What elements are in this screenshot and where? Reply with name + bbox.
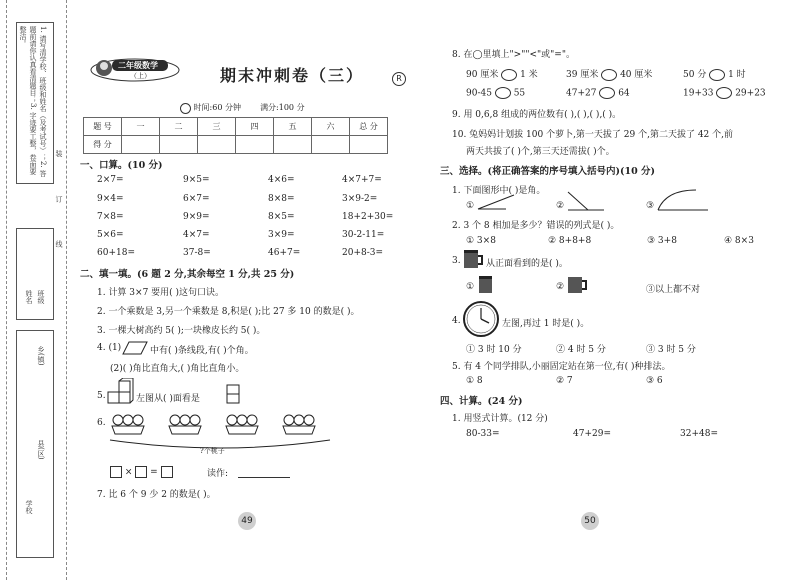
calc-question-1: 1. 用竖式计算。(12 分): [452, 414, 548, 424]
choice-question-4: 左图,再过 1 时是( )。: [502, 319, 590, 329]
page-number-left: 49: [238, 512, 256, 530]
choice-1-option[interactable]: ③: [646, 201, 655, 211]
binding-line-outer: [6, 0, 7, 580]
oral-item: 8×8=: [268, 194, 295, 204]
read-as-blank[interactable]: [238, 477, 290, 478]
fill-question-4b: (2)( )角比直角大,( )角比直角小。: [110, 364, 245, 374]
badge-term-text: （上）: [130, 72, 151, 80]
choice-5-option[interactable]: ② 7: [556, 376, 573, 386]
fill-question-4a-prefix: 4. (1): [97, 343, 122, 353]
calc-item: 47+29=: [573, 429, 611, 439]
peach-caption: ?个桃子: [200, 447, 225, 455]
class-label: 班级: [37, 290, 45, 304]
oral-item: 4×7=: [183, 230, 210, 240]
compare-item: 39 厘米 40 厘米: [566, 70, 653, 80]
score-cell: 二: [160, 118, 198, 136]
compare-item: 19+33 29+23: [683, 88, 766, 99]
choice-4-option[interactable]: ① 3 时 10 分: [466, 345, 522, 355]
full-score: 满分:100 分: [260, 103, 305, 112]
choice-1-option[interactable]: ①: [466, 201, 475, 211]
score-cell: 一: [122, 118, 160, 136]
calc-item: 32+48=: [680, 429, 718, 439]
cup-front-view-icon: [476, 274, 496, 296]
cup-side-view-icon: [566, 274, 588, 296]
fill-question-3: 3. 一棵大树高约 5( );一块橡皮长约 5( )。: [97, 326, 266, 336]
choice-question-1: 1. 下面图形中( )是角。: [452, 186, 546, 196]
oral-item: 37-8=: [183, 248, 211, 258]
score-input-cell[interactable]: [198, 136, 236, 154]
binding-line-inner: [66, 0, 67, 580]
oral-item: 3×9=: [268, 230, 295, 240]
oral-item: 9×9=: [183, 212, 210, 222]
school-box: [16, 330, 54, 558]
fill-question-7: 7. 比 6 个 9 少 2 的数是( )。: [97, 490, 216, 500]
badge-grade-text: 二年级数学: [118, 61, 158, 70]
score-table: [83, 117, 388, 154]
fill-question-2: 2. 一个乘数是 3,另一个乘数是 8,积是( );比 27 多 10 的数是( )。: [97, 307, 360, 317]
choice-question-3: 从正面看到的是( )。: [486, 259, 568, 269]
calc-item: 80-33=: [466, 429, 500, 439]
oral-item: 4×6=: [268, 175, 295, 185]
oral-item: 18+2+30=: [342, 212, 394, 222]
town-label: 乡(镇): [37, 346, 45, 366]
fill-question-4a: 中有( )条线段,有( )个角。: [150, 346, 254, 356]
choice-question-3-number: 3.: [452, 256, 461, 266]
question-9: 9. 用 0,6,8 组成的两位数有( ),( ),( ),( )。: [452, 110, 622, 120]
page-number-right: 50: [581, 512, 599, 530]
score-cell: 六: [312, 118, 350, 136]
section-3-title: 三、选择。(将正确答案的序号填入括号内)(10 分): [440, 166, 656, 177]
score-input-cell[interactable]: [312, 136, 350, 154]
clock-icon: [180, 103, 191, 114]
choice-4-option[interactable]: ③ 3 时 5 分: [646, 345, 696, 355]
score-input-cell[interactable]: [350, 136, 388, 154]
oral-item: 5×6=: [97, 230, 124, 240]
section-1-title: 一、口算。(10 分): [80, 160, 163, 171]
score-table-score-row: [84, 136, 388, 154]
choice-question-4-number: 4.: [452, 316, 461, 326]
choice-5-option[interactable]: ① 8: [466, 376, 483, 386]
oral-item: 9×4=: [97, 194, 124, 204]
score-table-header-row: [84, 118, 388, 136]
score-input-cell[interactable]: [274, 136, 312, 154]
compare-item: 47+27 64: [566, 88, 630, 99]
score-cell: 四: [236, 118, 274, 136]
section-2-title: 二、填一填。(6 题 2 分,其余每空 1 分,共 25 分): [80, 269, 295, 280]
read-as-label: 读作:: [207, 469, 229, 479]
side-view-icon: [226, 384, 240, 404]
school-label: 学校: [25, 500, 33, 514]
clock-face-icon: [462, 300, 500, 338]
oral-item: 60+18=: [97, 248, 135, 258]
time-limit: 时间:60 分钟: [193, 103, 241, 112]
score-input-cell[interactable]: [236, 136, 274, 154]
fill-question-5-number: 5.: [97, 391, 106, 401]
choice-question-5: 5. 有 4 个同学排队,小丽固定站在第一位,有( )种排法。: [452, 362, 671, 372]
score-input-cell[interactable]: [122, 136, 160, 154]
parallelogram-icon: [122, 340, 148, 356]
choice-question-2: 2. 3 个 8 相加是多少？错误的列式是( )。: [452, 221, 620, 231]
compare-item: 90 厘米 1 米: [466, 70, 538, 80]
choice-2-option[interactable]: ③ 3+8: [647, 236, 677, 246]
registered-mark: R: [392, 72, 406, 86]
question-10-line2: 两天共拔了( )个,第三天还需拔( )个。: [466, 147, 615, 157]
score-cell: 三: [198, 118, 236, 136]
name-box: [16, 228, 54, 320]
oral-item: 9×5=: [183, 175, 210, 185]
choice-2-option[interactable]: ① 3×8: [466, 236, 496, 246]
choice-2-option[interactable]: ④ 8×3: [724, 236, 754, 246]
choice-1-option[interactable]: ②: [556, 201, 565, 211]
cube-stack-icon: [106, 378, 134, 406]
question-10-line1: 10. 兔妈妈计划拔 100 个萝卜,第一天拔了 29 个,第二天拔了 42 个,前: [452, 130, 734, 140]
exam-info: [180, 102, 305, 114]
binding-margin: [6, 0, 68, 580]
oral-item: 4×7+7=: [342, 175, 382, 185]
score-input-cell[interactable]: [160, 136, 198, 154]
cup-icon: [462, 248, 484, 270]
fill-question-6-number: 6.: [97, 418, 106, 428]
compare-item: 50 分 1 时: [683, 70, 746, 80]
oral-item: 46+7=: [268, 248, 301, 258]
choice-5-option[interactable]: ③ 6: [646, 376, 663, 386]
compare-item: 90-45 55: [466, 88, 526, 99]
fill-question-1: 1. 计算 3×7 要用( )这句口诀。: [97, 288, 225, 298]
choice-2-option[interactable]: ② 8+8+8: [548, 236, 592, 246]
score-cell: 总 分: [350, 118, 388, 136]
choice-3-option[interactable]: ①: [466, 282, 475, 292]
oral-item: 2×7=: [97, 175, 124, 185]
oral-item: 30-2-11=: [342, 230, 385, 240]
choice-3-option[interactable]: ②: [556, 282, 565, 292]
score-cell: 五: [274, 118, 312, 136]
oral-item: 3×9-2=: [342, 194, 378, 204]
oral-item: 20+8-3=: [342, 248, 384, 258]
equation-boxes[interactable]: × =: [110, 466, 173, 478]
binding-instructions: 1. 请写清学校、班级和姓名（及考试号）；2. 答题前请你认真看清题目；3. 字迹要工整，卷面要整洁。: [19, 26, 47, 177]
angle-shape-1-icon: [476, 193, 516, 211]
arc-shape-icon: [656, 188, 710, 212]
score-cell: 题 号: [84, 118, 122, 136]
choice-3-option[interactable]: ③以上都不对: [646, 285, 701, 295]
score-row-label: 得 分: [84, 136, 122, 154]
choice-4-option[interactable]: ② 4 时 5 分: [556, 345, 606, 355]
name-label: 姓名: [25, 290, 33, 304]
grade-badge: [90, 58, 180, 80]
angle-shape-2-icon: [566, 190, 606, 212]
oral-item: 7×8=: [97, 212, 124, 222]
cut-line-label: 装 订 线: [55, 150, 63, 266]
section-4-title: 四、计算。(24 分): [440, 396, 523, 407]
fill-question-5: 左图从( )面看是: [136, 394, 200, 404]
compare-question-8: 8. 在◯里填上">""<"或"="。: [452, 50, 575, 60]
district-label: 县(区): [37, 440, 45, 460]
oral-item: 8×5=: [268, 212, 295, 222]
oral-item: 6×7=: [183, 194, 210, 204]
page-title: 期末冲刺卷（三）: [220, 66, 365, 85]
